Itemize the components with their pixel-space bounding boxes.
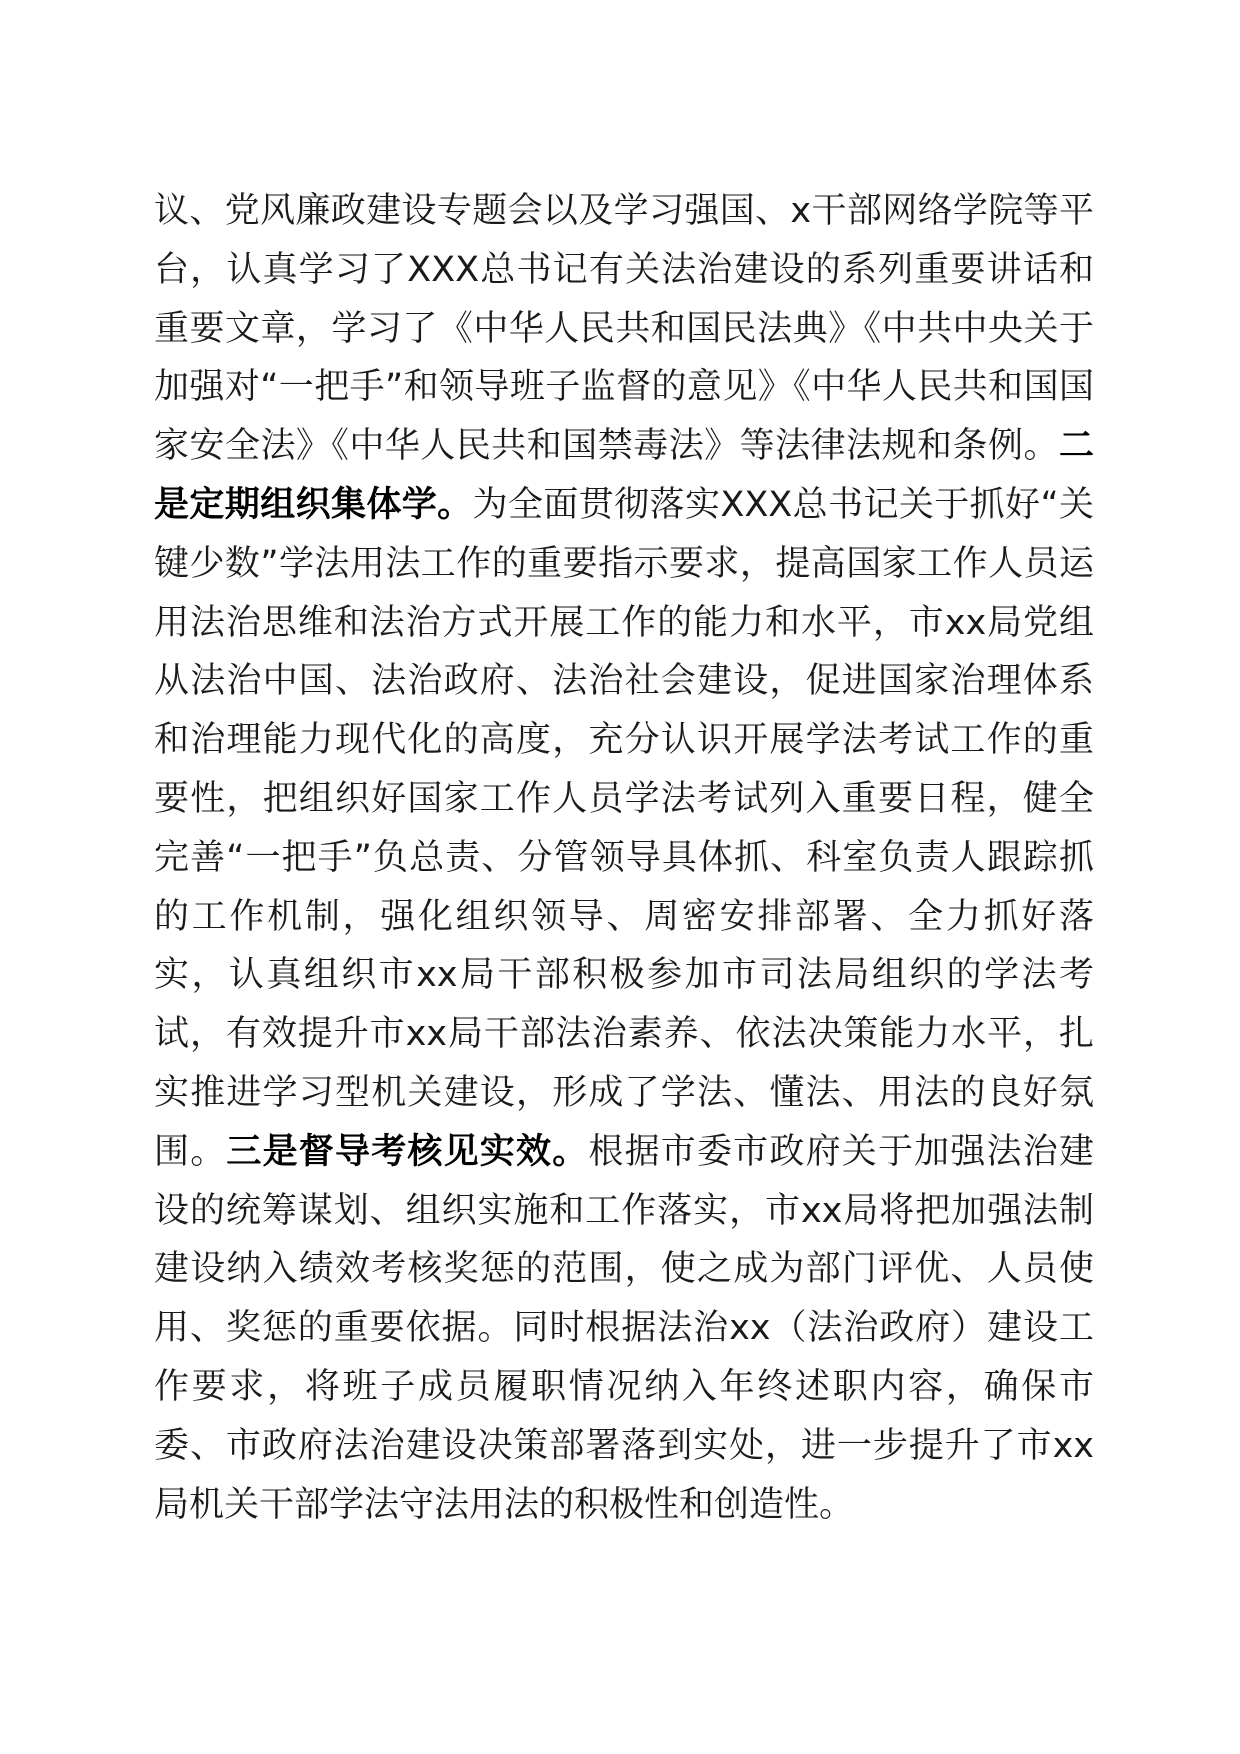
text-segment-study-platforms: 议、党风廉政建设专题会以及学习强国、x干部网络学院等平台，认真学习了XXX总书记有关法治建设的系列重要讲话和重要文章，学习了《中华人民共和国民法典》《中共中央关于加强对“一把手”和领导班子监督的意见》《中华人民共和国国家安全法》《中华人民共和国禁毒法》等法律法规和条例。 [154, 191, 1094, 467]
heading-supervision-assessment: 三是督导考核见实效。 [226, 1131, 589, 1172]
text-segment-collective-study: 为全面贯彻落实XXX总书记关于抓好“关键少数”学法用法工作的重要指示要求，提高国家工作人员运用法治思维和法治方式开展工作的能力和水平，市xx局党组从法治中国、法治政府、法治社会建设，促进国家治理体系和治理能力现代化的高度，充分认识开展学法考试工作的重要性，把组织好国家工作人员学法考试列入重要日程，健全完善“一把手”负总责、分管领导具体抓、科室负责人跟踪抓的工作机制，强化组织领导、周密安排部署、全力抓好落实，认真组织市xx局干部积极参加市司法局组织的学法考试，有效提升市xx局干部法治素养、依法决策能力水平，扎实推进学习型机关建设，形成了学法、懂法、用法的良好氛围。 [154, 484, 1094, 1172]
heading-collective-study: 二是定期组织集体学。 [154, 426, 1094, 525]
body-paragraph [154, 182, 1094, 1534]
text-segment-supervision-assessment: 根据市委市政府关于加强法治建设的统筹谋划、组织实施和工作落实，市xx局将把加强法制建设纳入绩效考核奖惩的范围，使之成为部门评优、人员使用、奖惩的重要依据。同时根据法治xx（法治政府）建设工作要求，将班子成员履职情况纳入年终述职内容，确保市委、市政府法治建设决策部署落到实处，进一步提升了市xx局机关干部学法守法用法的积极性和创造性。 [154, 1131, 1094, 1525]
